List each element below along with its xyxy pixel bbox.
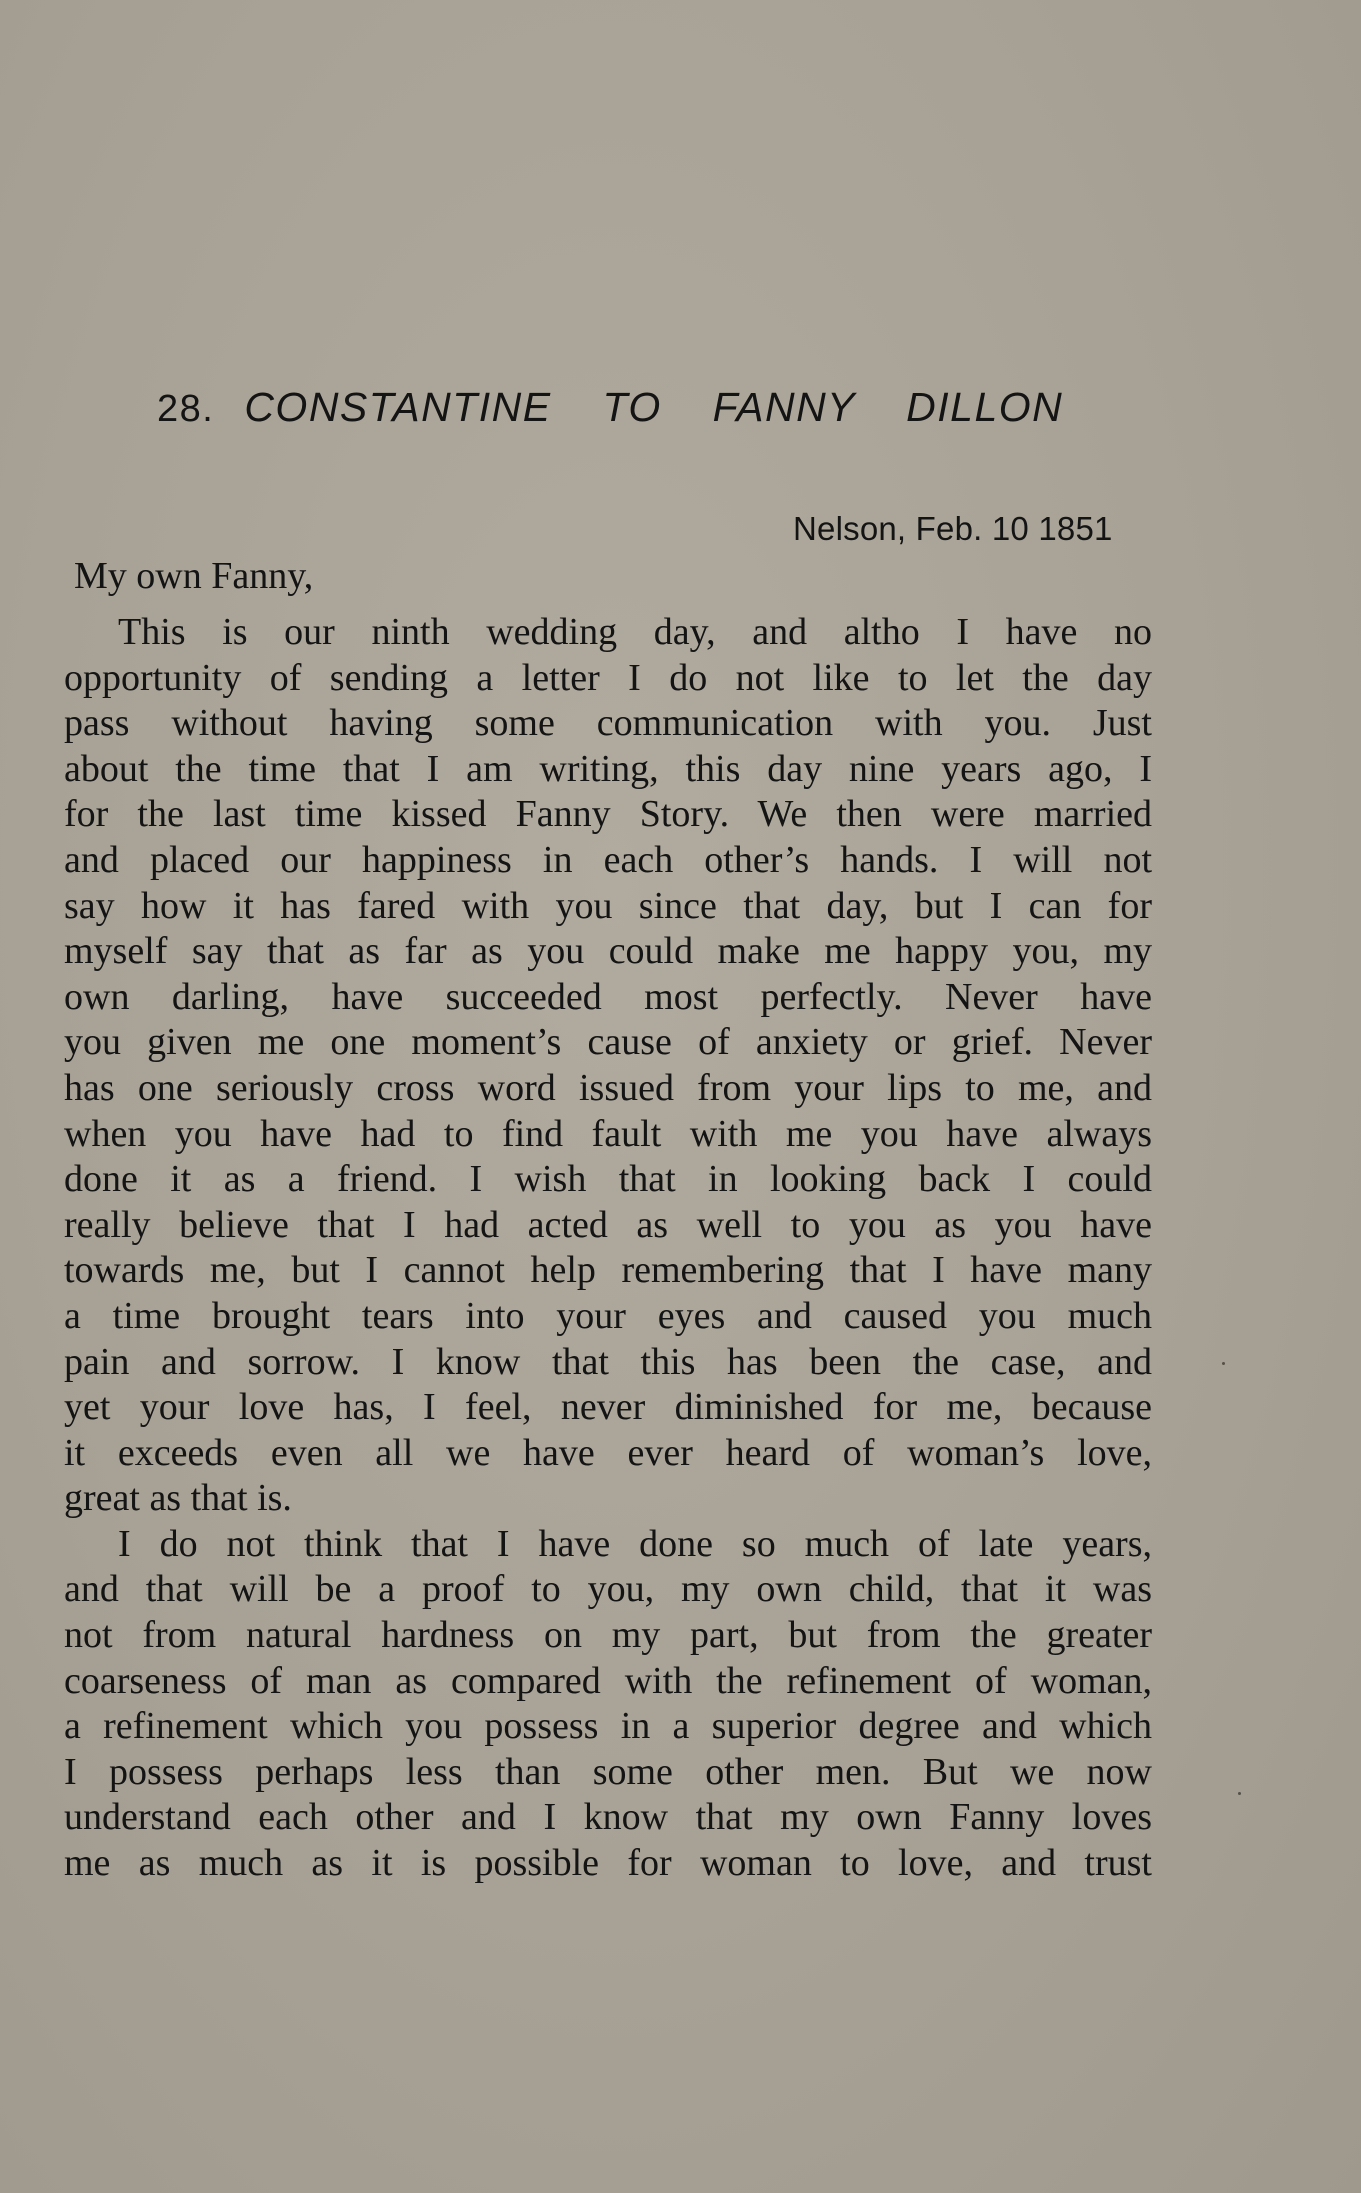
text-line: I possess perhaps less than some other men. But we now [64,1750,1152,1793]
text-line: me as much as it is possible for woman to love, and trust [64,1842,1152,1885]
text-line: done it as a friend. I wish that in looking back I could [64,1158,1152,1201]
text-line: it exceeds even all we have ever heard of woman’s love, [64,1431,1152,1474]
text-line: has one seriously cross word issued from your lips to me, and [64,1066,1152,1109]
paragraph-1 [64,610,1152,1522]
text-line: when you have had to find fault with me you have always [64,1112,1152,1155]
text-line: myself say that as far as you could make me happy you, my [64,930,1152,973]
letter-number: 28. [157,388,215,430]
text-line: opportunity of sending a letter I do not like to let the day [64,656,1152,699]
paragraph-2 [64,1522,1152,1887]
letter-heading [157,383,1063,431]
text-line: yet your love has, I feel, never diminished for me, because [64,1386,1152,1429]
text-line: for the last time kissed Fanny Story. We then were married [64,793,1152,836]
text-line: I do not think that I have done so much of late years, [118,1522,1152,1565]
paper-speck [1238,1792,1241,1795]
text-line: about the time that I am writing, this day nine years ago, I [64,747,1152,790]
text-line: towards me, but I cannot help remembering that I have many [64,1249,1152,1292]
letter-body [64,610,1152,1887]
text-line: great as that is. [64,1477,292,1520]
text-line: This is our ninth wedding day, and altho I have no [118,611,1152,653]
text-line: you given me one moment’s cause of anxiety or grief. Never [64,1021,1152,1064]
text-line: pass without having some communication with you. Just [64,702,1152,745]
text-line: understand each other and I know that my own Fanny loves [64,1796,1152,1839]
paper-speck [1222,1362,1225,1365]
text-line: coarseness of man as compared with the refinement of woman, [64,1659,1152,1702]
text-line: and placed our happiness in each other’s hands. I will not [64,838,1152,881]
text-line: a refinement which you possess in a superior degree and which [64,1705,1152,1748]
letter-dateline: Nelson, Feb. 10 1851 [793,510,1113,547]
text-line: say how it has fared with you since that day, but I can for [64,884,1152,927]
text-line: really believe that I had acted as well to you as you have [64,1203,1152,1246]
letter-title: CONSTANTINE TO FANNY DILLON [244,384,1064,430]
text-line: and that will be a proof to you, my own child, that it was [64,1568,1152,1611]
text-line: not from natural hardness on my part, but from the greater [64,1614,1152,1657]
text-line: pain and sorrow. I know that this has been the case, and [64,1340,1152,1383]
text-line: own darling, have succeeded most perfectly. Never have [64,975,1152,1018]
text-line: a time brought tears into your eyes and caused you much [64,1294,1152,1337]
letter-salutation: My own Fanny, [74,555,314,597]
